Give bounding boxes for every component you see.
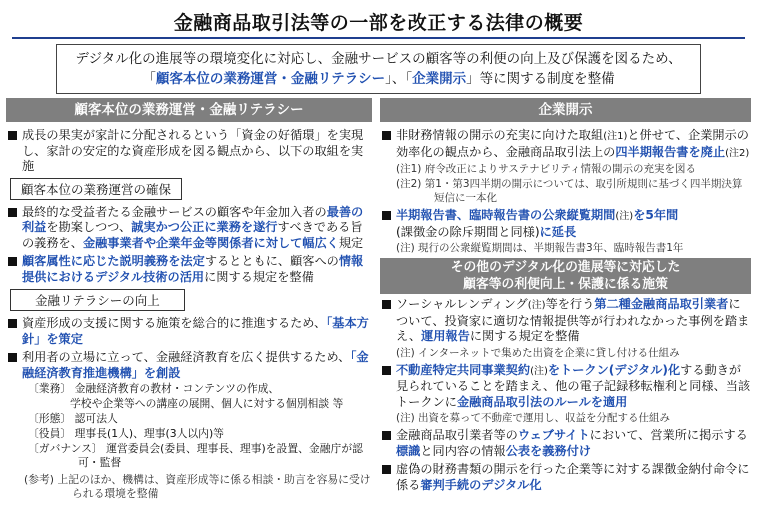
right-section-header: 企業開示	[380, 98, 751, 122]
page-title: 金融商品取引法等の一部を改正する法律の概要	[173, 12, 584, 34]
highlight: 「	[326, 316, 333, 330]
note-1: (注1) 府令改正によりサステナビリティ情報の開示の充実を図る	[396, 163, 697, 175]
note-3: (注) 現行の公衆縦覧期間は、半期報告書3年、臨時報告書1年	[396, 242, 684, 254]
note-5: (注) 出資を募って不動産で運用し、収益を分配する仕組み	[396, 412, 671, 424]
note-ref: (注2)	[725, 147, 750, 159]
text: 等を行う	[545, 297, 595, 311]
right-item-website	[380, 428, 751, 459]
def-text: 認可法人	[74, 412, 118, 425]
highlight: に延長	[539, 224, 577, 239]
bullet-icon	[382, 211, 391, 220]
right-item-inspection-period	[380, 208, 751, 240]
text: 最終的な受益者たる金融サービスの顧客や年金加入者の	[22, 204, 327, 219]
text: 非財務情報の開示の充実に向けた取組	[396, 128, 604, 142]
title-underline	[12, 37, 745, 39]
def-text: 運営委員会(委員、理事長、理事)を設置、金融庁が認可・監督	[78, 442, 363, 469]
highlight: 金融事業者や企業年金等関係者に対して幅広く	[82, 235, 339, 250]
text: ソーシャルレンディング	[396, 297, 528, 311]
left-item-education-org	[6, 350, 372, 381]
text: と併せて、企業開示の効率化の観点から、金融商品取引法上の	[396, 128, 749, 159]
def-row-form	[6, 412, 372, 426]
summary-highlight-1: 顧客本位の業務運営・金融リテラシー	[155, 71, 386, 87]
summary-line-1: デジタル化の進展等の環境変化に対応し、金融サービスの顧客等の利便の向上及び保護を図るため、	[75, 51, 682, 67]
note-ref: (注)	[527, 300, 546, 311]
quote-open: 「	[142, 71, 156, 87]
highlight: 情報提供におけるデジタル技術の活用	[22, 254, 364, 284]
bullet-icon	[382, 366, 391, 375]
def-row-governance	[6, 442, 372, 470]
subsection-line-2: 顧客等の利便向上・保護に係る施策	[463, 277, 668, 292]
note-ref: (注)	[615, 211, 634, 222]
def-label: 〔業務〕	[28, 382, 72, 395]
left-section-header: 顧客本位の業務運営・金融リテラシー	[6, 98, 372, 122]
highlight: 基本方針	[22, 316, 369, 346]
highlight: を策定	[46, 331, 83, 346]
highlight: 最善の利益	[22, 204, 364, 234]
highlight: 顧客属性に応じた説明義務を法定	[22, 254, 205, 268]
highlight: 金融商品取引法のルールを適用	[456, 394, 628, 409]
left-item-basic-policy	[6, 316, 372, 347]
text: において、営業所に掲示する	[589, 428, 748, 442]
text: 利用者の立場に立って、金融経済教育を広く提供するため、	[22, 350, 351, 364]
summary-line-2	[57, 69, 700, 89]
note-ref: (注)	[530, 365, 548, 377]
highlight: をトークン(デジタル)化	[547, 362, 681, 377]
def-row-business	[6, 382, 372, 396]
text: 規定	[338, 235, 364, 250]
right-subsection-header	[380, 258, 751, 294]
def-label: 〔ガバナンス〕	[28, 442, 103, 455]
note-ref: (注1)	[603, 131, 628, 142]
right-item-trial-digital	[380, 462, 751, 493]
right-column	[380, 98, 751, 514]
highlight: 審判手続のデジタル化	[420, 477, 542, 492]
highlight: 」	[34, 331, 47, 346]
def-text: 理事長(1人)、理事(3人以内)等	[74, 427, 224, 440]
highlight: 「金融経済教育推進機構」を創設	[22, 350, 369, 380]
bullet-icon	[382, 300, 391, 309]
subheading-financial-literacy: 金融リテラシーの向上	[10, 289, 185, 311]
def-row-officers	[6, 427, 372, 441]
def-text: 金融経済教育の教材・コンテンツの作成、	[74, 382, 280, 395]
right-item-social-lending	[380, 297, 751, 345]
highlight: 不動産特定共同事業契約	[396, 362, 531, 377]
highlight: 半期報告書、臨時報告書の公衆縦覧期間	[396, 208, 616, 222]
bullet-icon	[8, 257, 17, 266]
text: に関する規定を整備	[469, 329, 580, 343]
text: する動きが見られていることを踏まえ、他の電子記録移転権利と同様、当該トークンに	[396, 362, 751, 409]
def-row-business-cont	[6, 397, 372, 411]
bullet-icon	[8, 131, 17, 140]
text: すべきである旨の義務を、	[22, 220, 363, 250]
text: について、投資家に適切な情報提供等が行われなかった事例を踏まえ、	[396, 297, 750, 343]
highlight: ウェブサイト	[517, 428, 590, 442]
text: 虚偽の財務書類の開示を行った企業等に対する課徴金納付命令に係る	[396, 462, 750, 492]
reference-note: (参考) 上記のほか、機構は、資産形成等に係る相談・助言を容易に受けられる環境を整備	[24, 473, 371, 500]
left-item-explanation-duty	[6, 254, 372, 285]
highlight: 公表を義務付け	[505, 443, 591, 458]
left-item-best-interest	[6, 205, 372, 252]
text: (課徴金の除斥期間と同様)	[396, 224, 540, 239]
highlight: を5年間	[633, 208, 679, 222]
text: するとともに、顧客への	[204, 254, 339, 268]
summary-highlight-2: 企業開示	[412, 71, 467, 87]
left-intro-text: 成長の果実が家計に分配されるという「資金の好循環」を実現し、家計の安定的な資産形成を図る観点から、以下の取組を実施	[22, 128, 364, 173]
quote-sep: 」、「	[385, 71, 413, 87]
subsection-line-1: その他のデジタル化の進展等に対応した	[450, 260, 681, 275]
def-text: 学校や企業等への講座の展開、個人に対する個別相談 等	[70, 397, 344, 410]
right-item-token	[380, 363, 751, 411]
def-label: 〔形態〕	[28, 412, 72, 425]
text: 金融商品取引業者等の	[396, 428, 518, 442]
bullet-icon	[382, 465, 391, 474]
bullet-icon	[8, 319, 17, 328]
note-2: (注2) 第1・第3四半期の開示については、取引所規則に基づく四半期決算短信に一本化	[396, 178, 743, 204]
subheading-customer-first: 顧客本位の業務運営の確保	[10, 178, 182, 200]
highlight: 標識	[396, 443, 421, 458]
right-item-quarterly	[380, 128, 751, 161]
def-label: 〔役員〕	[28, 427, 72, 440]
left-column	[6, 98, 372, 514]
highlight: 第二種金融商品取引業者	[594, 297, 729, 311]
highlight: 誠実かつ公正に業務を遂行	[131, 220, 278, 234]
bullet-icon	[382, 131, 391, 140]
text: に関する規定を整備	[204, 269, 314, 284]
summary-tail: 」等に関する制度を整備	[466, 71, 615, 87]
left-intro-item	[6, 128, 372, 175]
highlight: 運用報告	[421, 329, 470, 343]
bullet-icon	[8, 208, 17, 217]
summary-box	[56, 44, 701, 94]
highlight: 四半期報告書を廃止	[615, 144, 726, 159]
note-4: (注) インターネットで集めた出資を企業に貸し付ける仕組み	[396, 346, 680, 359]
bullet-icon	[8, 353, 17, 362]
text: と同内容の情報	[420, 443, 506, 458]
bullet-icon	[382, 431, 391, 440]
text: 資産形成の支援に関する施策を総合的に推進するため、	[22, 316, 327, 330]
text: を勘案しつつ、	[46, 220, 132, 234]
